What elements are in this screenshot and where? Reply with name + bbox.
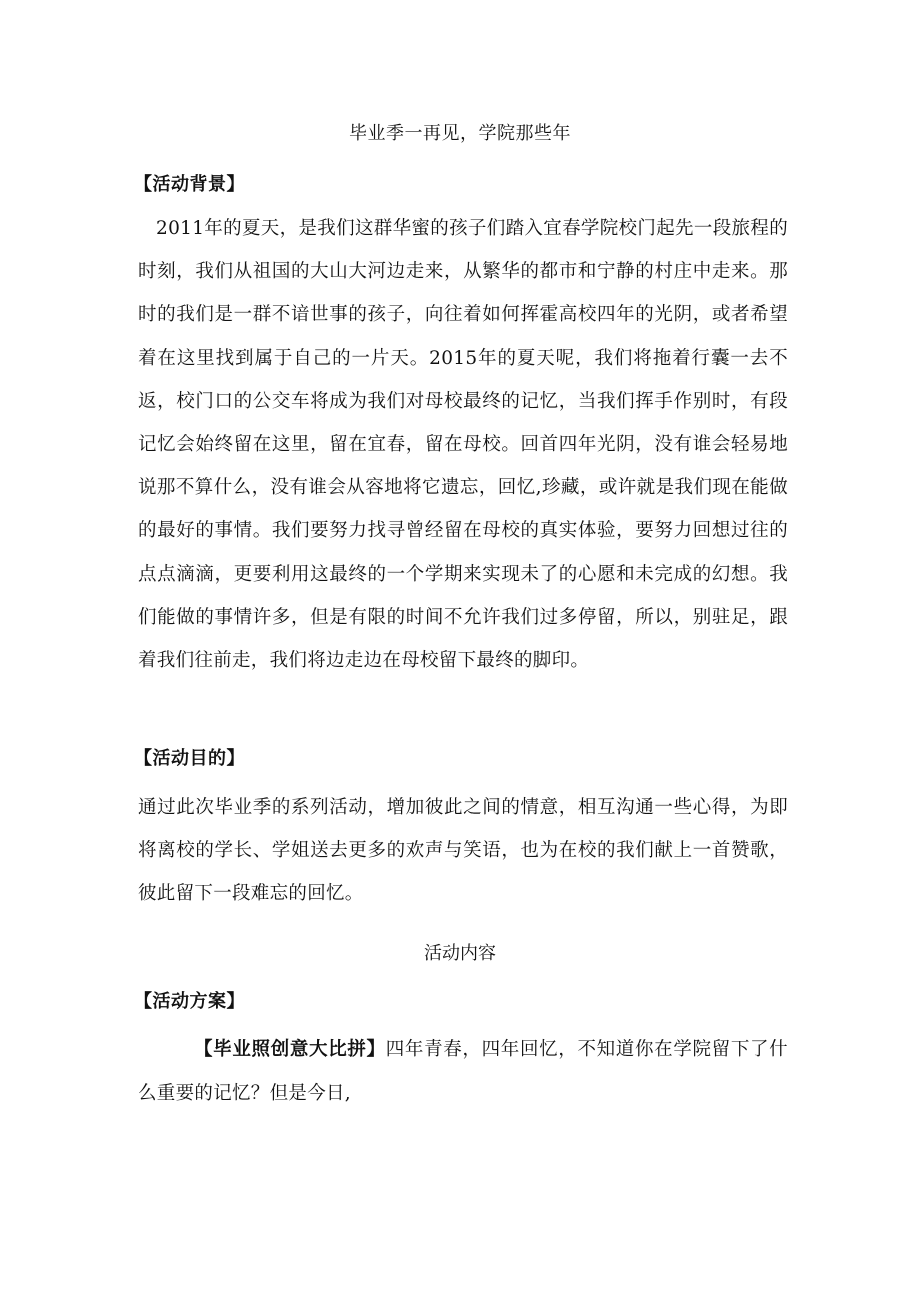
- plan-item-body: 四年青春，四年回忆，不知道你在学院留下了什么重要的记忆？但是今日,: [138, 1039, 788, 1104]
- section-title-content: 活动内容: [424, 943, 496, 964]
- document-title: 毕业季一再见，学院那些年: [349, 123, 571, 144]
- paragraph-background: 2011年的夏天，是我们这群华蜜的孩子们踏入宜春学院校门起先一段旅程的时刻，我们从祖国的大山大河边走来，从繁华的都市和宁静的村庄中走来。那时的我们是一群不谙世事的孩子，向往着如何挥霍高校四年的光阴，或者希望着在这里找到属于自己的一片天。2015年的夏天呢，我们将拖着行囊一去不返，校门口的公交车将成为我们对母校最终的记忆，当我们挥手作别时，有段记忆会始终留在这里，留在宜春，留在母校。回首四年光阴，没有谁会轻易地说那不算什么，没有谁会从容地将它遗忘，回忆,珍藏，或许就是我们现在能做的最好的事情。我们要努力找寻曾经留在母校的真实体验，要努力回想过往的点点滴滴，更要利用这最终的一个学期来实现未了的心愿和未完成的幻想。我们能做的事情许多，但是有限的时间不允许我们过多停留，所以，别驻足，跟着我们往前走，我们将边走边在母校留下最终的脚印。: [138, 218, 788, 672]
- paragraph-plan: [138, 1028, 788, 1116]
- heading-background: 【活动背景】: [134, 174, 245, 195]
- heading-purpose: 【活动目的】: [134, 748, 245, 769]
- heading-plan: 【活动方案】: [134, 991, 245, 1012]
- plan-item-label: 【毕业照创意大比拼】: [194, 1039, 386, 1060]
- paragraph-purpose: 通过此次毕业季的系列活动，增加彼此之间的情意，相互沟通一些心得，为即将离校的学长、学姐送去更多的欢声与笑语，也为在校的我们献上一首赞歌，彼此留下一段难忘的回忆。: [138, 797, 788, 905]
